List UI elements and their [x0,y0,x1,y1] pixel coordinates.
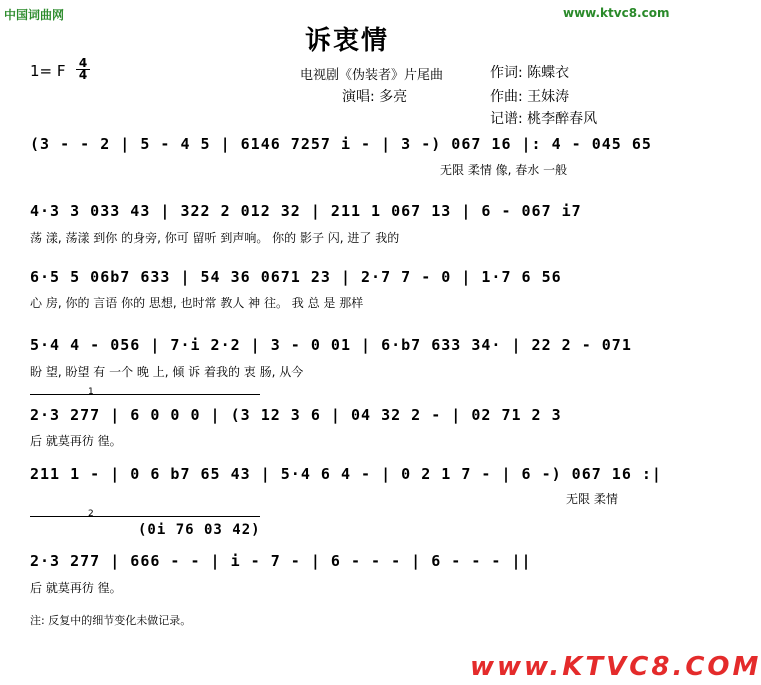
notation-line: (3 - - 2 | 5 - 4 5 | 6146 7257 i - | 3 -) 067 16 |: 4 - 045 65 [30,135,652,153]
volta-number: 1 [88,387,94,397]
lyrics-line: 无限 柔情 [566,492,618,506]
lyrics-line: 心 房, 你的 言语 你的 思想, 也时常 教人 神 往。 我 总 是 那样 [30,296,364,310]
volta-number: 2 [88,509,94,519]
lyrics-line: 盼 望, 盼望 有 一个 晚 上, 倾 诉 着我的 衷 肠, 从今 [30,365,304,379]
notation-line: 6·5 5 06b7 633 | 54 36 0671 23 | 2·7 7 - 0 | 1·7 6 56 [30,268,562,286]
notation-line: 5·4 4 - 056 | 7·i 2·2 | 3 - 0 01 | 6·b7 633 34· | 22 2 - 071 [30,336,632,354]
lyrics-line: 无限 柔情 像, 春水 一般 [440,163,568,177]
notation-line: 211 1 - | 0 6 b7 65 43 | 5·4 6 4 - | 0 2 1 7 - | 6 -) 067 16 :| [30,465,662,483]
lyrics-line: 后 就莫再彷 徨。 [30,434,122,448]
site-url: www.ktvc8.com [563,6,670,20]
song-title: 诉衷情 [305,26,390,56]
key-signature: 1= F [30,62,66,80]
transcriber: 记谱: 桃李醉春风 [490,111,598,127]
time-signature [76,58,90,81]
lyrics-line: 后 就莫再彷 徨。 [30,581,122,595]
composer: 作曲: 王妹涛 [490,89,570,105]
above-staff-notation: (0i 76 03 42) [138,522,261,538]
meter-bottom: 4 [78,68,88,82]
volta-bracket [30,394,260,395]
notation-line: 2·3 277 | 6 0 0 0 | (3 12 3 6 | 04 32 2 - | 02 71 2 3 [30,406,562,424]
notation-line: 2·3 277 | 666 - - | i - 7 - | 6 - - - | 6 - - - || [30,552,532,570]
lyricist: 作词: 陈蝶衣 [490,65,570,81]
watermark-logo: www.KTVC8.COM [470,652,761,682]
singer: 演唱: 多亮 [342,89,408,105]
notation-line: 4·3 3 033 43 | 322 2 012 32 | 211 1 067 13 | 6 - 067 i7 [30,202,582,220]
lyrics-line: 荡 漾, 荡漾 到你 的身旁, 你可 留听 到声响。 你的 影子 闪, 进了 我的 [30,231,400,245]
volta-bracket [30,516,260,517]
subtitle: 电视剧《伪装者》片尾曲 [300,68,444,83]
site-name-cn: 中国词曲网 [4,8,65,22]
meter-top: 4 [76,58,90,70]
footnote: 注: 反复中的细节变化未做记录。 [30,614,192,627]
